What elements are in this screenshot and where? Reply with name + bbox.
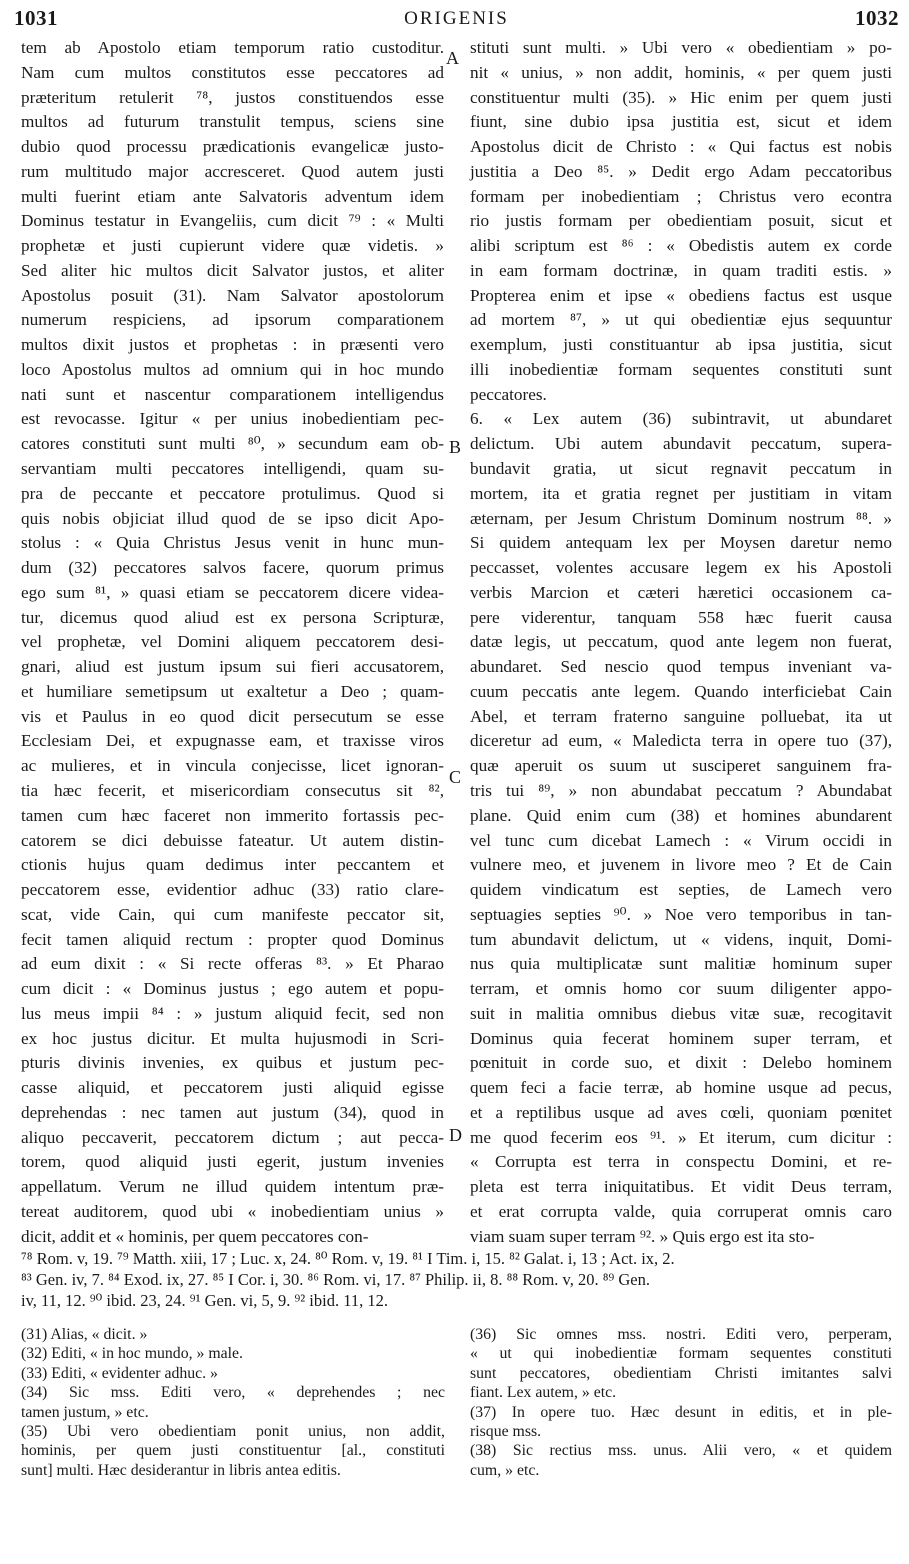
- left-text-column: [21, 36, 444, 1250]
- text-line: « Corrupta est terra in conspectu Domini, et re-: [470, 1152, 892, 1172]
- text-line: 6. « Lex autem (36) subintravit, ut abundaret: [470, 409, 892, 429]
- text-line: tia hæc fecerit, et misericordiam consecutus sit ⁸²,: [21, 780, 444, 800]
- text-line: pleta est terra iniquitatibus. Et vidit Deus terram,: [470, 1177, 892, 1197]
- text-line: mortem, ita et gratia regnet per justitiam in vitam: [470, 483, 892, 503]
- text-line: plane. Quid enim cum (38) et homines abundarent: [470, 805, 892, 825]
- text-line: Ecclesiam Dei, et expugnasse eam, et traxisse viros: [21, 731, 444, 751]
- text-line: nati sunt et nascentur comparationem intelligendus: [21, 384, 444, 404]
- text-line: numerum respiciens, ad ipsorum comparationem: [21, 310, 444, 330]
- text-line: et a reptilibus usque ad aves cœli, quoniam pœnitet: [470, 1102, 892, 1122]
- footnote-line: (33) Editi, « evidenter adhuc. »: [21, 1364, 218, 1382]
- text-line: terram, et omnis homo cor suum diligenter appo-: [470, 979, 892, 999]
- text-line: datæ legis, ut peccatum, quod ante legem non fuerat,: [470, 632, 892, 652]
- text-line: cuum peccatis ante legem. Quando interficiebat Cain: [470, 681, 892, 701]
- page-number-right: 1032: [855, 6, 899, 30]
- text-line: me quod fecerim eos ⁹¹. » Et iterum, cum dicitur :: [470, 1127, 892, 1147]
- text-line: prophetæ et justi cupierunt videre quæ videtis. »: [21, 236, 444, 256]
- text-line: dubio quod processu prædicationis evangelicæ justo-: [21, 137, 444, 157]
- text-line: lus meus impii ⁸⁴ : » justum aliquid fecit, sed non: [21, 1003, 444, 1023]
- text-line: pra de peccante et peccatore protulimus. Quod si: [21, 483, 444, 503]
- text-line: catores constituti sunt multi ⁸⁰, » secundum eam ob-: [21, 434, 444, 454]
- reference-line: ⁸³ Gen. iv, 7. ⁸⁴ Exod. ix, 27. ⁸⁵ I Cor. i, 30. ⁸⁶ Rom. vi, 17. ⁸⁷ Philip. ii, 8. ⁸⁸ Rom. v, 20. ⁸⁹ Gen.: [21, 1270, 650, 1289]
- text-line: justitia a Deo ⁸⁵. » Dedit ergo Adam peccatoribus: [470, 161, 892, 181]
- text-line: gnari, aliud est justum ipsum sui fieri accusatorem,: [21, 657, 444, 677]
- text-line: quidem vindicatum est septies, de Lamech vero: [470, 880, 892, 900]
- text-line: scat, vide Cain, qui cum manifeste peccator sit,: [21, 904, 444, 924]
- text-line: æternam, per Jesum Christum Dominum nostrum ⁸⁸. »: [470, 508, 892, 528]
- text-line: constituentur multi (35). » Hic enim per quem justi: [470, 87, 892, 107]
- text-line: tem ab Apostolo etiam temporum ratio custoditur.: [21, 38, 444, 57]
- text-line: loco Apostolus multos ad omnium qui in hoc mundo: [21, 359, 444, 379]
- footnote-line: hominis, per quem justi constituentur [al., constituti: [21, 1442, 445, 1460]
- footnotes-right: [470, 1325, 892, 1480]
- text-line: torem, quod aliquid justi egerit, justum invenies: [21, 1152, 444, 1172]
- text-line: bundavit gratia, ut sicut regnavit peccatum in: [470, 459, 892, 479]
- footnote-line: (31) Alias, « dicit. »: [21, 1326, 148, 1343]
- footnote-line: sunt peccatores, obedientiam Christi imitantes salvi: [470, 1364, 892, 1382]
- footnote-line: « ut qui inobedientiæ formam sequentes constituti: [470, 1345, 892, 1363]
- text-line: est revocasse. Igitur « per unius inobedientiam pec-: [21, 409, 444, 429]
- text-line: stolus : « Quia Christus Jesus venit in hunc mun-: [21, 533, 444, 553]
- text-line: delictum. Ubi autem abundavit peccatum, supera-: [470, 434, 892, 454]
- text-line: Apostolus posuit (31). Nam Salvator apostolorum: [21, 285, 444, 305]
- text-line: vulnere meo, et juvenem in livore meo ? Et de Cain: [470, 855, 892, 875]
- text-line: ego sum ⁸¹, » quasi etiam se peccatorem dicere videa-: [21, 582, 444, 602]
- footnote-line: (32) Editi, « in hoc mundo, » male.: [21, 1345, 243, 1363]
- text-line: rio justis formam per obedientiam posuit, sicut et: [470, 211, 892, 231]
- text-line: quæ aperuit os suum ut susciperet sanguinem fra-: [470, 756, 892, 776]
- margin-marker-c: C: [449, 767, 462, 787]
- text-line: Dominus quia fecerat hominem super terram, et: [470, 1028, 892, 1048]
- text-line: dicit, addit et « hominis, per quem peccatores con-: [21, 1226, 369, 1246]
- text-line: pturis divinis invenies, ex quibus et justum pec-: [21, 1053, 444, 1073]
- footnote-line: fiant. Lex autem, » etc.: [470, 1384, 617, 1402]
- text-line: suit in malitia omnibus diebus vitæ suæ, recogitavit: [470, 1003, 892, 1023]
- running-title: ORIGENIS: [404, 8, 509, 29]
- text-line: abundaret. Sed nescio quod tempus inveniant va-: [470, 657, 892, 677]
- text-line: vel prophetæ, vel Domini aliquem peccatorem desi-: [21, 632, 444, 652]
- text-line: fiunt, sine dubio ipsa justitia est, sicut et idem: [470, 112, 892, 132]
- text-line: ac mulieres, et in vincula conjecisse, licet ignoran-: [21, 756, 444, 776]
- text-line: formam per inobedientiam ; Christus vero econtra: [470, 186, 892, 206]
- text-line: tris tui ⁸⁹, » non abundabat peccatum ? Abundabat: [470, 780, 892, 800]
- text-line: dum (32) peccatores salvos facere, quorum primus: [21, 558, 444, 578]
- text-line: peccasset, volentes accusare legem ex his Apostoli: [470, 558, 892, 578]
- text-line: Dominus testatur in Evangeliis, cum dicit ⁷⁹ : « Multi: [21, 211, 444, 231]
- text-line: vis et Paulus in eo quod dicit persecutum se esse: [21, 706, 444, 726]
- text-line: rum multitudo major accresceret. Quod autem justi: [21, 161, 444, 181]
- scripture-references: [21, 1248, 893, 1311]
- text-line: tamen cum hæc faceret non immerito fortassis pec-: [21, 805, 444, 825]
- text-line: pœnituit in corde suo, et dixit : Delebo hominem: [470, 1053, 892, 1073]
- text-line: tereat auditorem, quod ubi « inobedientiam unius »: [21, 1201, 444, 1221]
- text-line: tum abundavit delictum, ut « videns, inquit, Domi-: [470, 929, 892, 949]
- text-line: Nam cum multos constitutos esse peccatores ad: [21, 62, 444, 82]
- text-line: in eam formam doctrinæ, in quam traditi estis. »: [470, 260, 892, 280]
- text-line: quis nobis objiciat illud quod de se ipso dicit Apo-: [21, 508, 444, 528]
- text-line: stituti sunt multi. » Ubi vero « obedientiam » po-: [470, 38, 892, 57]
- text-line: Propterea enim et ipse « obediens factus est usque: [470, 285, 892, 305]
- text-line: Sed aliter hic multos dicit Salvator justos, et aliter: [21, 260, 444, 280]
- text-line: multos dixit justos et prophetas : in præsenti vero: [21, 335, 444, 355]
- text-line: peccatorem esse, evidentior adhuc (33) ratio clare-: [21, 880, 444, 900]
- right-text-column: [470, 36, 892, 1250]
- text-line: Abel, et terram fraterno sanguine polluebat, ita ut: [470, 706, 892, 726]
- text-line: tur, dicemus quod aliud est ex persona Scripturæ,: [21, 607, 444, 627]
- text-line: Apostolus dicit de Christo : « Qui factus est nobis: [470, 137, 892, 157]
- text-line: nus quia multiplicatæ sunt malitiæ hominum super: [470, 954, 892, 974]
- reference-line: iv, 11, 12. ⁹⁰ ibid. 23, 24. ⁹¹ Gen. vi, 5, 9. ⁹² ibid. 11, 12.: [21, 1291, 388, 1310]
- text-line: fecit tamen aliquid rectum : propter quod Dominus: [21, 929, 444, 949]
- text-line: viam suam super terram ⁹². » Quis ergo est ita sto-: [470, 1226, 815, 1246]
- text-line: diceretur ad eum, « Maledicta terra in opere tuo (37),: [470, 731, 892, 751]
- page-header: [14, 6, 899, 32]
- footnote-line: tamen justum, » etc.: [21, 1403, 149, 1421]
- text-line: pere viderentur, tanquam 558 hæc fuerit causa: [470, 607, 892, 627]
- footnotes-left: [21, 1325, 445, 1480]
- margin-marker-a: A: [446, 48, 459, 68]
- text-line: appellatum. Verum ne illud quidem intentum præ-: [21, 1177, 444, 1197]
- text-line: deprehendas : nec tamen aut justum (34), quod in: [21, 1102, 444, 1122]
- text-line: quem feci a facie terræ, ab homine usque ad pecus,: [470, 1078, 892, 1098]
- margin-marker-b: B: [449, 437, 462, 457]
- text-line: et erat corrupta valde, quia corruperat omnis caro: [470, 1201, 892, 1221]
- text-line: ex hoc justus dicitur. Et multa hujusmodi in Scri-: [21, 1028, 444, 1048]
- text-line: casse aliquid, et peccatorem justi aliquid egisse: [21, 1078, 444, 1098]
- text-line: præteritum retulerit ⁷⁸, justos constituendos esse: [21, 87, 444, 107]
- margin-marker-d: D: [449, 1125, 462, 1145]
- footnote-line: sunt] multi. Hæc desiderantur in libris antea editis.: [21, 1461, 341, 1479]
- text-line: vel tunc cum dicebat Lamech : « Virum occidi in: [470, 830, 892, 850]
- text-line: cum dicit : « Dominus justus ; ego autem et popu-: [21, 979, 444, 999]
- footnote-line: (37) In opere tuo. Hæc desunt in editis, et in ple-: [470, 1403, 892, 1421]
- text-line: Si quidem antequam lex per Moysen daretur nemo: [470, 533, 892, 553]
- text-line: ad eum dixit : « Si recte offeras ⁸³. » Et Pharao: [21, 954, 444, 974]
- text-line: illi inobedientiæ formam sequentes constituti sunt: [470, 359, 892, 379]
- text-line: alibi scriptum est ⁸⁶ : « Obedistis autem ex corde: [470, 236, 892, 256]
- text-line: multi fuerint etiam ante Salvatoris adventum idem: [21, 186, 444, 206]
- text-line: septuagies septies ⁹⁰. » Noe vero temporibus in tan-: [470, 904, 892, 924]
- text-line: peccatores.: [470, 384, 547, 404]
- footnote-line: risque mss.: [470, 1422, 542, 1440]
- footnote-line: (36) Sic omnes mss. nostri. Editi vero, perperam,: [470, 1326, 892, 1343]
- text-line: catorem se dici debuisse fateatur. Ut autem distin-: [21, 830, 444, 850]
- text-line: exemplum, justi constituantur ab ipsa justitia, sicut: [470, 335, 892, 355]
- footnote-line: (34) Sic mss. Editi vero, « deprehendes ; nec: [21, 1384, 445, 1402]
- page-number-left: 1031: [14, 6, 58, 30]
- text-line: ctionis hujus quam dedimus inter peccantem et: [21, 855, 444, 875]
- footnote-line: (38) Sic rectius mss. unus. Alii vero, « et quidem: [470, 1442, 892, 1460]
- text-line: aliquo peccaverit, peccatorem dictum ; aut pecca-: [21, 1127, 444, 1147]
- text-line: et humiliare semetipsum ut exaltetur a Deo ; quam-: [21, 681, 444, 701]
- text-line: servantiam multi peccatores intelligendi, quam su-: [21, 459, 444, 479]
- footnote-line: cum, » etc.: [470, 1461, 540, 1479]
- text-line: multos ad futurum transtulit tempus, sciens sine: [21, 112, 444, 132]
- text-line: verbis Marcion et cæteri hæretici occasionem ca-: [470, 582, 892, 602]
- footnote-line: (35) Ubi vero obedientiam ponit unius, non addit,: [21, 1422, 445, 1440]
- reference-line: ⁷⁸ Rom. v, 19. ⁷⁹ Matth. xiii, 17 ; Luc. x, 24. ⁸⁰ Rom. v, 19. ⁸¹ I Tim. i, 15. ⁸² Galat. i, 13 ; Act. ix, 2.: [21, 1249, 675, 1268]
- text-line: ad mortem ⁸⁷, » ut qui obedientiæ ejus sequuntur: [470, 310, 892, 330]
- text-line: nit « unius, » non addit, hominis, « per quem justi: [470, 62, 892, 82]
